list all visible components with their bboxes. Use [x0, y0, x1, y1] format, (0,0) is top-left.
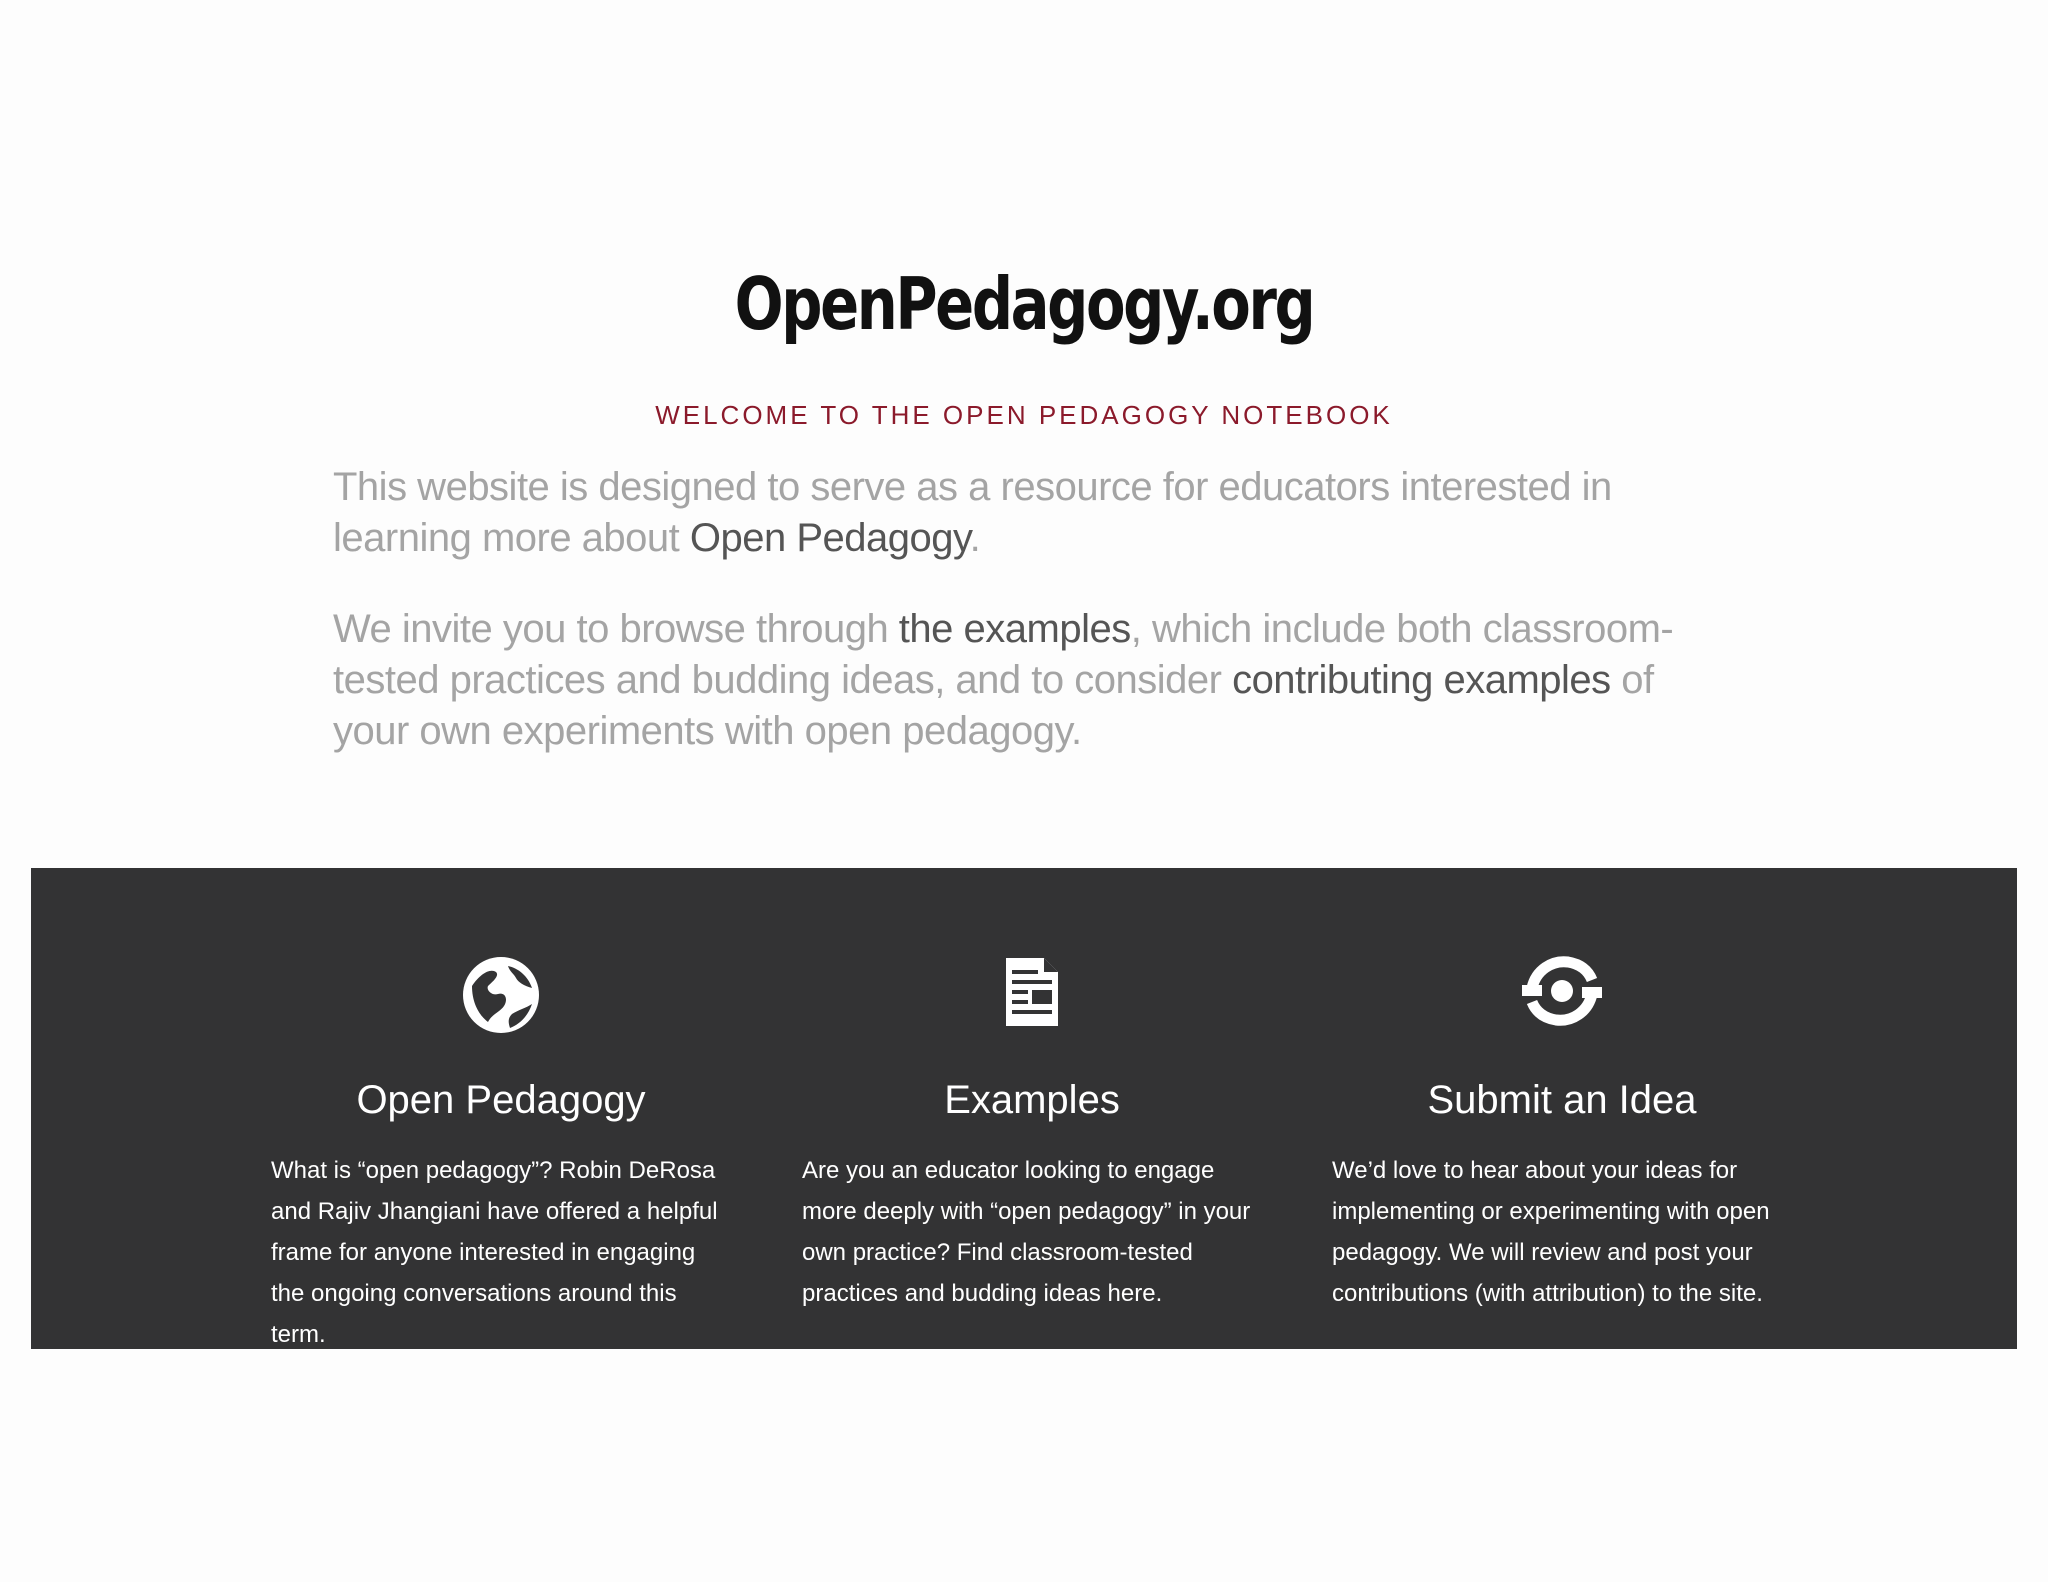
contributing-examples-link[interactable]: contributing examples [1232, 658, 1611, 702]
intro-text: , which include both classroom-tested practices and budding ideas, and to consider [333, 607, 1674, 702]
intro-text: This website is designed to serve as a resource for educators interested in learning more about [333, 465, 1612, 560]
intro-text: We invite you to browse through [333, 607, 899, 651]
intro-paragraph-2 [333, 604, 1733, 757]
globe-icon [462, 956, 540, 1034]
open-pedagogy-link[interactable]: Open Pedagogy [689, 516, 970, 560]
feature-title[interactable]: Examples [944, 1078, 1120, 1122]
share-icon [1522, 956, 1602, 1026]
intro-section [333, 462, 1733, 797]
feature-icon-wrapper [271, 956, 731, 1040]
feature-description: Are you an educator looking to engage more deeply with “open pedagogy” in your own practice? Find classroom-tested practices and budding ideas here. [802, 1157, 1251, 1307]
feature-title[interactable]: Submit an Idea [1427, 1078, 1697, 1122]
feature-icon-wrapper [802, 956, 1262, 1040]
intro-text-end: . [969, 516, 981, 560]
examples-link[interactable]: the examples [898, 607, 1131, 651]
feature-description: We’d love to hear about your ideas for implementing or experimenting with open pedagogy. We will review and post your contributions (with attribution) to the site. [1332, 1157, 1770, 1307]
site-subtitle: WELCOME TO THE OPEN PEDAGOGY NOTEBOOK [655, 400, 1393, 430]
intro-text: of your own experiments with open pedagogy. [333, 658, 1654, 753]
feature-title[interactable]: Open Pedagogy [356, 1078, 646, 1122]
features-band [31, 868, 2017, 1349]
feature-description: What is “open pedagogy”? Robin DeRosa and Rajiv Jhangiani have offered a helpful frame for anyone interested in engaging the ongoing conversations around this term. [271, 1157, 718, 1348]
intro-paragraph-1 [333, 462, 1733, 564]
feature-icon-wrapper [1332, 956, 1792, 1040]
site-title[interactable]: OpenPedagogy.org [734, 262, 1314, 346]
document-icon [1004, 956, 1060, 1028]
